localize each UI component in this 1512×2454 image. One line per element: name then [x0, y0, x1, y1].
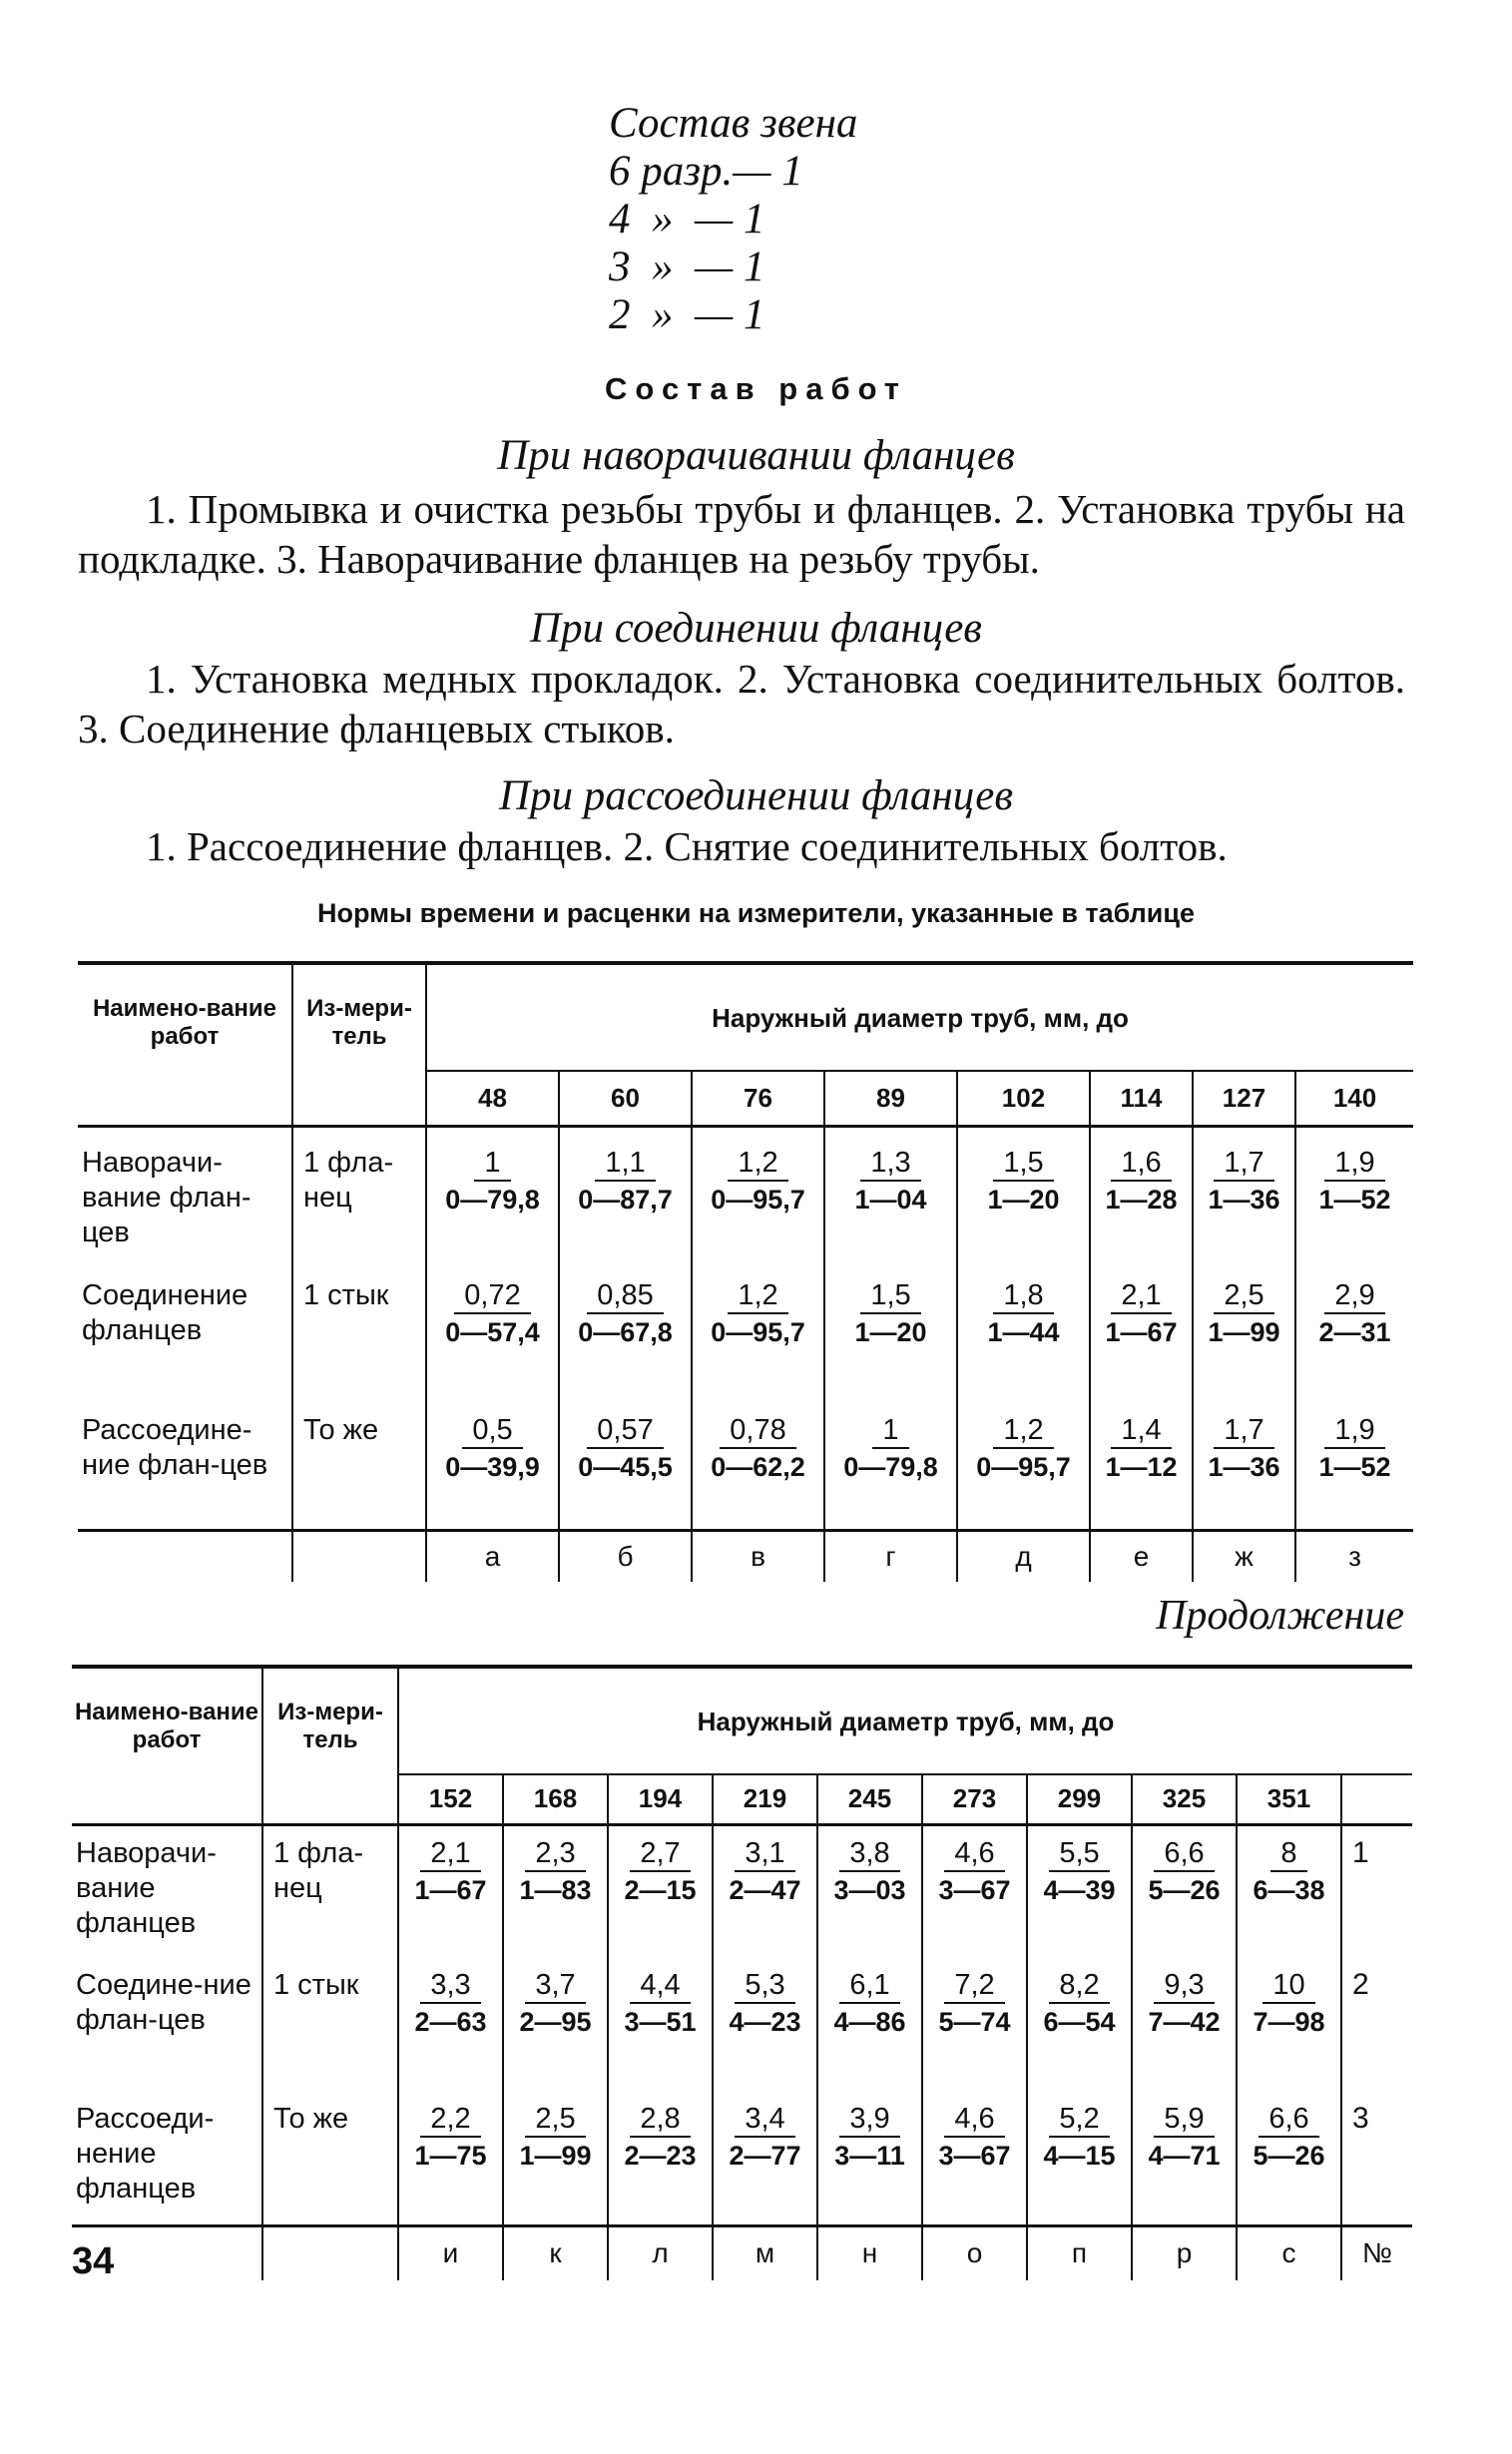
- section-text: 1. Рассоединение фланцев. 2. Снятие соединительных болтов.: [146, 823, 1228, 869]
- diameter-cell: 114: [1090, 1071, 1193, 1126]
- rate-value: 0—45,5: [578, 1452, 673, 1482]
- norm-fraction: [714, 2102, 816, 2174]
- rate-value: 0—67,8: [578, 1317, 673, 1347]
- norm-cell: [824, 1395, 957, 1530]
- norm-cell: [398, 2092, 503, 2225]
- norm-fraction: [825, 1146, 956, 1218]
- rate-value: 4—39: [1043, 1874, 1116, 1905]
- norm-fraction: [1028, 2102, 1131, 2174]
- norm-cell: [426, 1126, 559, 1260]
- norm-cell: [559, 1126, 692, 1260]
- rate-value: 1—20: [987, 1184, 1060, 1215]
- norm-cell: [922, 1958, 1027, 2092]
- norm-fraction: [1194, 1413, 1294, 1485]
- measure-name: 1 фла-нец: [292, 1126, 426, 1260]
- norm-cell: [922, 2092, 1027, 2225]
- norm-cell: [1027, 1824, 1132, 1958]
- time-norm: 10: [1262, 1968, 1314, 2004]
- time-norm: 4,4: [630, 1968, 690, 2004]
- norm-fraction: [1133, 1836, 1236, 1908]
- rate-value: 1—52: [1318, 1452, 1391, 1482]
- time-norm: 3,3: [420, 1968, 480, 2004]
- norms-table-1: [78, 961, 1413, 1582]
- letter-cell-empty: [262, 2225, 398, 2280]
- diameter-cell: 325: [1132, 1774, 1237, 1824]
- norm-cell: [426, 1395, 559, 1530]
- norm-cell: [1027, 1958, 1132, 2092]
- rate-value: 2—95: [519, 2007, 592, 2037]
- rate-value: 3—11: [834, 2141, 905, 2171]
- rate-value: 2—47: [729, 1874, 801, 1905]
- rate-value: 1—99: [1208, 1317, 1280, 1347]
- work-name: Рассоедине-ние флан-цев: [78, 1395, 292, 1530]
- work-name: Соедине-ние флан-цев: [72, 1958, 262, 2092]
- rate-value: 0—62,2: [711, 1452, 805, 1482]
- norm-cell: [426, 1260, 559, 1395]
- norm-fraction: [1091, 1278, 1192, 1350]
- column-letter: е: [1090, 1530, 1193, 1582]
- time-norm: 1,7: [1214, 1413, 1273, 1449]
- time-norm: 1,9: [1324, 1413, 1384, 1449]
- norm-fraction: [1194, 1146, 1294, 1218]
- norm-cell: [1237, 1958, 1341, 2092]
- column-letter: с: [1237, 2225, 1341, 2280]
- letter-row: [78, 1530, 1413, 1582]
- work-name: Наворачи-вание флан-цев: [78, 1126, 292, 1260]
- rate-value: 0—95,7: [711, 1184, 805, 1215]
- rate-value: 6—54: [1043, 2007, 1116, 2037]
- header-work: Наимено-вание работ: [78, 963, 292, 1126]
- norm-fraction: [399, 2102, 502, 2174]
- time-norm: 1,2: [993, 1413, 1053, 1449]
- norm-fraction: [818, 2102, 921, 2174]
- letter-row: [72, 2225, 1412, 2280]
- rate-value: 1—04: [854, 1184, 927, 1215]
- time-norm: 1,1: [595, 1146, 655, 1182]
- column-letter: о: [922, 2225, 1027, 2280]
- column-letter: к: [503, 2225, 608, 2280]
- rate-value: 3—03: [833, 1874, 906, 1905]
- norm-fraction: [560, 1278, 691, 1350]
- norm-cell: [608, 1824, 713, 1958]
- rate-value: 2—15: [624, 1874, 697, 1905]
- section-title: При соединении фланцев: [530, 605, 982, 652]
- rate-value: 2—23: [624, 2141, 697, 2171]
- norm-cell: [922, 1824, 1027, 1958]
- norm-cell: [1132, 2092, 1237, 2225]
- norm-fraction: [1194, 1278, 1294, 1350]
- time-norm: 1,6: [1111, 1146, 1171, 1182]
- column-letter: м: [713, 2225, 817, 2280]
- time-norm: 6,6: [1259, 2102, 1318, 2138]
- norm-fraction: [818, 1968, 921, 2040]
- norm-cell: [957, 1395, 1090, 1530]
- norm-fraction: [1296, 1278, 1413, 1350]
- section-title: При рассоединении фланцев: [498, 772, 1014, 819]
- time-norm: 5,5: [1049, 1836, 1109, 1872]
- norm-fraction: [504, 2102, 607, 2174]
- column-letter: г: [824, 1530, 957, 1582]
- diameter-cell: 102: [957, 1071, 1090, 1126]
- diameter-cell: 140: [1295, 1071, 1413, 1126]
- norm-fraction: [560, 1146, 691, 1218]
- time-norm: 0,72: [454, 1278, 530, 1314]
- norms-table-2: [72, 1665, 1412, 2280]
- row-number: 3: [1341, 2092, 1412, 2225]
- norm-cell: [559, 1260, 692, 1395]
- measure-name: То же: [292, 1395, 426, 1530]
- column-letter: б: [559, 1530, 692, 1582]
- time-norm: 9,3: [1154, 1968, 1214, 2004]
- time-norm: 5,3: [735, 1968, 794, 2004]
- diameter-cell: 168: [503, 1774, 608, 1824]
- time-norm: 6,6: [1154, 1836, 1214, 1872]
- diameter-cell: 299: [1027, 1774, 1132, 1824]
- norm-cell: [1027, 2092, 1132, 2225]
- norm-fraction: [399, 1968, 502, 2040]
- diameter-cell: 351: [1237, 1774, 1341, 1824]
- norm-fraction: [609, 1968, 712, 2040]
- time-norm: 3,8: [839, 1836, 899, 1872]
- rate-value: 5—74: [938, 2007, 1011, 2037]
- section-text: 1. Установка медных прокладок. 2. Установка соединительных болтов. 3. Соединение фланцевых стыков.: [78, 656, 1405, 751]
- work-name: Рассоеди-нение фланцев: [72, 2092, 262, 2225]
- norm-cell: [692, 1260, 824, 1395]
- norm-fraction: [825, 1413, 956, 1485]
- norm-cell: [1295, 1395, 1413, 1530]
- rate-value: 5—26: [1253, 2141, 1325, 2171]
- table-row: [72, 1958, 1412, 2092]
- column-letter: д: [957, 1530, 1090, 1582]
- column-letter: н: [817, 2225, 922, 2280]
- rate-value: 4—23: [729, 2007, 801, 2037]
- norm-cell: [1132, 1824, 1237, 1958]
- time-norm: 0,85: [587, 1278, 663, 1314]
- time-norm: 8,2: [1049, 1968, 1109, 2004]
- time-norm: 2,3: [525, 1836, 585, 1872]
- time-norm: 2,1: [1111, 1278, 1171, 1314]
- rate-value: 1—28: [1105, 1184, 1178, 1215]
- norm-fraction: [1091, 1413, 1192, 1485]
- norm-cell: [1090, 1395, 1193, 1530]
- section-text: 1. Промывка и очистка резьбы трубы и фланцев. 2. Установка трубы на подкладке. 3. Наворачивание фланцев на резьбу трубы.: [78, 486, 1405, 582]
- diameter-cell: 194: [608, 1774, 713, 1824]
- time-norm: 5,2: [1049, 2102, 1109, 2138]
- rate-value: 1—12: [1105, 1452, 1178, 1482]
- norm-fraction: [958, 1278, 1089, 1350]
- measure-name: 1 фла-нец: [262, 1824, 398, 1958]
- norm-fraction: [504, 1968, 607, 2040]
- time-norm: 1: [872, 1413, 908, 1449]
- time-norm: 1,5: [860, 1278, 920, 1314]
- rate-value: 1—99: [519, 2141, 592, 2171]
- table-row: [72, 1824, 1412, 1958]
- rate-value: 3—67: [938, 2141, 1011, 2171]
- rate-value: 7—98: [1253, 2007, 1325, 2037]
- time-norm: 7,2: [944, 1968, 1004, 2004]
- norm-cell: [398, 1824, 503, 1958]
- table-row: [72, 2092, 1412, 2225]
- number-label: №: [1361, 2237, 1393, 2269]
- header-measure: Из-мери-тель: [262, 1667, 398, 1824]
- rate-value: 2—77: [729, 2141, 801, 2171]
- crew-line: 6 разр.— 1: [609, 148, 803, 195]
- time-norm: 1,7: [1214, 1146, 1273, 1182]
- diameter-cell: 245: [817, 1774, 922, 1824]
- rate-value: 2—63: [414, 2007, 487, 2037]
- norm-fraction: [714, 1836, 816, 1908]
- diameter-cell: 219: [713, 1774, 817, 1824]
- rate-value: 1—83: [519, 1874, 592, 1905]
- norm-cell: [692, 1395, 824, 1530]
- rate-value: 0—95,7: [711, 1317, 805, 1347]
- time-norm: 3,7: [525, 1968, 585, 2004]
- crew-title: Состав звена: [609, 100, 858, 147]
- norm-cell: [713, 2092, 817, 2225]
- time-norm: 0,78: [720, 1413, 795, 1449]
- norm-cell: [1237, 2092, 1341, 2225]
- time-norm: 2,7: [630, 1836, 690, 1872]
- column-letter: а: [426, 1530, 559, 1582]
- norm-fraction: [609, 1836, 712, 1908]
- norm-fraction: [693, 1278, 823, 1350]
- norm-fraction: [1091, 1146, 1192, 1218]
- norm-fraction: [958, 1413, 1089, 1485]
- norm-fraction: [1028, 1836, 1131, 1908]
- time-norm: 3,1: [735, 1836, 794, 1872]
- norm-fraction: [825, 1278, 956, 1350]
- time-norm: 1,2: [728, 1146, 787, 1182]
- rate-value: 3—51: [624, 2007, 697, 2037]
- norm-cell: [503, 1824, 608, 1958]
- norm-fraction: [1238, 2102, 1340, 2174]
- norm-cell: [1132, 1958, 1237, 2092]
- diameter-cell: 127: [1193, 1071, 1295, 1126]
- rate-value: 1—20: [854, 1317, 927, 1347]
- time-norm: 0,57: [587, 1413, 663, 1449]
- norm-cell: [713, 1824, 817, 1958]
- rate-value: 0—79,8: [843, 1452, 938, 1482]
- norm-fraction: [399, 1836, 502, 1908]
- norm-cell: [824, 1126, 957, 1260]
- work-name: Наворачи-вание фланцев: [72, 1824, 262, 1958]
- norm-cell: [817, 1824, 922, 1958]
- rate-value: 1—44: [987, 1317, 1060, 1347]
- time-norm: 4,6: [944, 2102, 1004, 2138]
- norm-cell: [824, 1260, 957, 1395]
- time-norm: 2,9: [1324, 1278, 1384, 1314]
- norm-fraction: [1296, 1146, 1413, 1218]
- column-letter: и: [398, 2225, 503, 2280]
- norm-fraction: [560, 1413, 691, 1485]
- header-work: Наимено-вание работ: [72, 1667, 262, 1824]
- norm-cell: [398, 1958, 503, 2092]
- norm-fraction: [923, 1836, 1026, 1908]
- time-norm: 1,2: [728, 1278, 787, 1314]
- crew-composition: [609, 100, 908, 339]
- norm-fraction: [818, 1836, 921, 1908]
- norm-cell: [817, 1958, 922, 2092]
- time-norm: 1,8: [993, 1278, 1053, 1314]
- rate-value: 0—79,8: [445, 1184, 540, 1215]
- rate-value: 1—75: [414, 2141, 487, 2171]
- table-row: [78, 1126, 1413, 1260]
- time-norm: 1: [474, 1146, 510, 1182]
- norm-cell: [1193, 1395, 1295, 1530]
- time-norm: 2,8: [630, 2102, 690, 2138]
- column-letter: п: [1027, 2225, 1132, 2280]
- time-norm: 3,4: [735, 2102, 794, 2138]
- norm-fraction: [609, 2102, 712, 2174]
- header-diameter: Наружный диаметр труб, мм, до: [398, 1667, 1412, 1774]
- diameter-cell: 60: [559, 1071, 692, 1126]
- column-letter: ж: [1193, 1530, 1295, 1582]
- norm-fraction: [504, 1836, 607, 1908]
- rate-value: 1—67: [1105, 1317, 1178, 1347]
- norm-cell: [1090, 1260, 1193, 1395]
- letter-cell-empty: [292, 1530, 426, 1582]
- diameter-cell: 152: [398, 1774, 503, 1824]
- measure-name: 1 стык: [292, 1260, 426, 1395]
- norm-cell: [1193, 1260, 1295, 1395]
- norm-cell: [503, 2092, 608, 2225]
- header-measure: Из-мери-тель: [292, 963, 426, 1126]
- norm-fraction: [1028, 1968, 1131, 2040]
- continuation-label: Продолжение: [1156, 1593, 1404, 1639]
- norm-fraction: [714, 1968, 816, 2040]
- crew-line: 4 » — 1: [609, 196, 765, 243]
- rate-value: 0—87,7: [578, 1184, 673, 1215]
- time-norm: 3,9: [839, 2102, 899, 2138]
- norm-fraction: [693, 1413, 823, 1485]
- rate-value: 1—36: [1208, 1184, 1280, 1215]
- time-norm: 1,4: [1111, 1413, 1171, 1449]
- rate-value: 1—67: [414, 1874, 487, 1905]
- norm-fraction: [923, 2102, 1026, 2174]
- row-number: 2: [1352, 1968, 1369, 2001]
- norm-cell: [1193, 1126, 1295, 1260]
- time-norm: 0,5: [462, 1413, 522, 1449]
- norm-fraction: [1296, 1413, 1413, 1485]
- rate-value: 1—36: [1208, 1452, 1280, 1482]
- time-norm: 2,2: [420, 2102, 480, 2138]
- time-norm: 2,5: [1214, 1278, 1273, 1314]
- rate-value: 1—52: [1318, 1184, 1391, 1215]
- rate-value: 4—15: [1043, 2141, 1116, 2171]
- norm-fraction: [1133, 2102, 1236, 2174]
- crew-line: 3 » — 1: [609, 244, 765, 290]
- time-norm: 8: [1270, 1836, 1306, 1872]
- rate-value: 5—26: [1148, 1874, 1221, 1905]
- norm-cell: [713, 1958, 817, 2092]
- column-letter: р: [1132, 2225, 1237, 2280]
- norm-fraction: [1238, 1968, 1340, 2040]
- norm-cell: [559, 1395, 692, 1530]
- norm-cell: [692, 1126, 824, 1260]
- works-heading: Состав работ: [605, 371, 907, 406]
- time-norm: 1,5: [993, 1146, 1053, 1182]
- norm-cell: [1090, 1126, 1193, 1260]
- norm-cell: [1237, 1824, 1341, 1958]
- norm-cell: [957, 1126, 1090, 1260]
- column-letter: л: [608, 2225, 713, 2280]
- diameter-cell: 89: [824, 1071, 957, 1126]
- norm-cell: [957, 1260, 1090, 1395]
- page-number: 34: [72, 2240, 115, 2282]
- work-name: Соединение фланцев: [78, 1260, 292, 1395]
- header-diameter: Наружный диаметр труб, мм, до: [426, 963, 1413, 1071]
- norm-fraction: [923, 1968, 1026, 2040]
- rate-value: 6—38: [1253, 1874, 1325, 1905]
- diameter-cell: 273: [922, 1774, 1027, 1824]
- rate-value: 0—39,9: [445, 1452, 540, 1482]
- table-caption: Нормы времени и расценки на измерители, указанные в таблице: [316, 898, 1196, 928]
- time-norm: 4,6: [944, 1836, 1004, 1872]
- norm-cell: [817, 2092, 922, 2225]
- norm-fraction: [427, 1146, 558, 1218]
- measure-name: 1 стык: [262, 1958, 398, 2092]
- rate-value: 2—31: [1318, 1317, 1391, 1347]
- norm-cell: [608, 1958, 713, 2092]
- rate-value: 0—95,7: [976, 1452, 1071, 1482]
- rate-value: 3—67: [938, 1874, 1011, 1905]
- table-row: [78, 1260, 1413, 1395]
- column-letter: з: [1348, 1540, 1361, 1572]
- section-title: При наворачивании фланцев: [497, 432, 1015, 479]
- time-norm: 2,5: [525, 2102, 585, 2138]
- norm-cell: [1295, 1260, 1413, 1395]
- rate-value: 4—71: [1148, 2141, 1221, 2171]
- norm-fraction: [1133, 1968, 1236, 2040]
- column-letter: в: [692, 1530, 824, 1582]
- diameter-cell: 76: [692, 1071, 824, 1126]
- norm-cell: [503, 1958, 608, 2092]
- diameter-cell: 48: [426, 1071, 559, 1126]
- time-norm: 6,1: [839, 1968, 899, 2004]
- time-norm: 1,3: [860, 1146, 920, 1182]
- norm-fraction: [958, 1146, 1089, 1218]
- diameter-cell-empty: [1341, 1774, 1412, 1824]
- norm-fraction: [693, 1146, 823, 1218]
- letter-cell-empty: [78, 1530, 292, 1582]
- time-norm: 1,9: [1324, 1146, 1384, 1182]
- norm-fraction: [427, 1413, 558, 1485]
- time-norm: 2,1: [420, 1836, 480, 1872]
- norm-cell: [1295, 1126, 1413, 1260]
- row-number: 1: [1352, 1835, 1369, 1869]
- measure-name: То же: [262, 2092, 398, 2225]
- norm-fraction: [1238, 1836, 1340, 1908]
- crew-line: 2 » — 1: [609, 291, 765, 338]
- time-norm: 5,9: [1154, 2102, 1214, 2138]
- rate-value: 0—57,4: [445, 1317, 540, 1347]
- norm-cell: [608, 2092, 713, 2225]
- rate-value: 7—42: [1148, 2007, 1221, 2037]
- norm-fraction: [427, 1278, 558, 1350]
- rate-value: 4—86: [833, 2007, 906, 2037]
- table-row: [78, 1395, 1413, 1530]
